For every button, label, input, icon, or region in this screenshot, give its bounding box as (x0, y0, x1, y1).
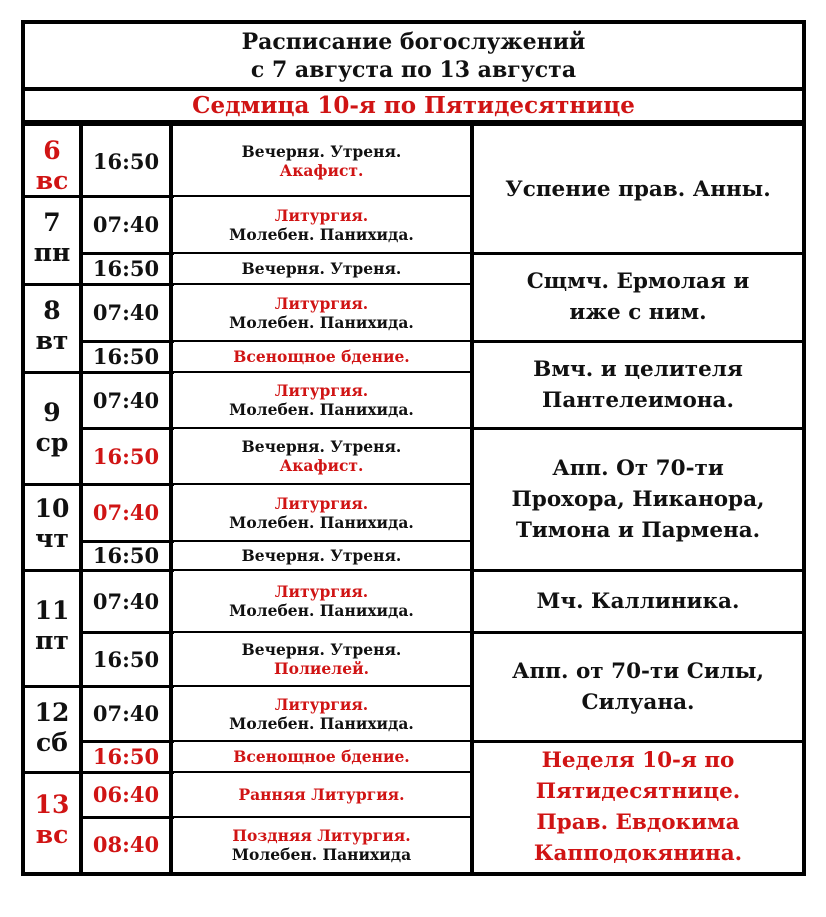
day-abbr: вс (35, 820, 69, 849)
service-line-1: Литургия. (274, 381, 369, 400)
service-time: 16:50 (92, 344, 160, 369)
day-label (25, 296, 79, 360)
service-description (173, 428, 470, 484)
title-line-2: с 7 августа по 13 августа (250, 56, 577, 83)
service-description (173, 484, 470, 541)
day-label (25, 208, 79, 272)
week-title: Седмица 10-я по Пятидесятнице (192, 92, 635, 119)
day-abbr: чт (35, 524, 69, 553)
feast-line: Апп. от 70-ти Силы, (512, 658, 764, 684)
service-time: 07:40 (92, 701, 160, 726)
service-line-1: Литургия. (274, 293, 369, 313)
day-divider (21, 371, 83, 374)
service-time: 07:40 (92, 387, 160, 413)
service-line-1: Литургия. (274, 493, 369, 513)
service-description (173, 253, 470, 284)
day-label (25, 790, 79, 854)
service-description (173, 284, 470, 341)
feast-line: Силуана. (581, 689, 695, 715)
day-number: 8 (43, 296, 61, 325)
day-number: 13 (34, 790, 70, 819)
service-line-1: Вечерня. Утреня. (241, 437, 402, 456)
day-abbr: вт (35, 326, 69, 355)
service-description (173, 772, 470, 817)
service-description (173, 570, 470, 632)
service-line-1: Всенощное бдение. (233, 747, 410, 766)
service-line-2: Акафист. (279, 161, 364, 180)
service-time: 16:50 (92, 148, 160, 174)
feast-line: Вмч. и целителя (533, 356, 743, 382)
service-line-1: Литургия. (274, 205, 369, 225)
title-line-1: Расписание богослужений (241, 28, 586, 55)
day-label (25, 398, 79, 462)
service-description (173, 817, 470, 872)
service-time: 16:50 (92, 646, 160, 672)
day-number: 7 (43, 208, 61, 237)
service-time: 07:40 (92, 212, 160, 237)
day-abbr: ср (35, 428, 69, 457)
day-divider (21, 685, 83, 688)
service-line-1: Вечерня. Утреня. (241, 259, 402, 278)
feast-name (474, 126, 802, 253)
feast-name (474, 570, 802, 632)
day-abbr: пн (33, 238, 71, 267)
service-line-2: Молебен. Панихида. (229, 400, 414, 419)
service-line-1: Ранняя Литургия. (238, 785, 405, 804)
service-line-2: Акафист. (279, 456, 364, 475)
day-label (25, 494, 79, 558)
service-line-2: Молебен. Панихида. (229, 224, 414, 244)
feast-line: Мч. Каллиника. (536, 588, 740, 614)
day-number: 10 (34, 494, 70, 523)
service-description (173, 686, 470, 741)
service-description (173, 741, 470, 772)
day-abbr: пт (35, 626, 69, 655)
day-divider (21, 483, 83, 486)
day-number: 11 (34, 596, 70, 625)
service-time: 07:40 (92, 500, 160, 525)
service-description (173, 632, 470, 686)
service-line-1: Вечерня. Утреня. (241, 142, 402, 161)
service-time: 06:40 (92, 782, 160, 807)
feast-name (474, 632, 802, 741)
feast-line: Тимона и Пармена. (515, 517, 761, 543)
day-label (25, 596, 79, 660)
day-abbr: сб (36, 728, 68, 757)
day-number: 12 (34, 698, 70, 727)
service-description (173, 126, 470, 196)
service-time: 07:40 (92, 588, 160, 614)
day-label (25, 698, 79, 762)
feast-name (474, 741, 802, 872)
day-divider (21, 283, 83, 286)
service-time: 16:50 (92, 443, 160, 469)
feast-line: Успение прав. Анны. (505, 177, 771, 202)
day-label (25, 136, 79, 200)
feast-line: Прохора, Никанора, (511, 486, 765, 512)
feast-line: Сщмч. Ермолая и (526, 269, 750, 294)
service-time: 07:40 (92, 300, 160, 325)
service-time: 08:40 (92, 832, 160, 857)
feast-line: Пятидесятнице. (535, 778, 741, 804)
service-line-1: Литургия. (274, 582, 369, 601)
feast-line: Прав. Евдокима (536, 809, 740, 835)
service-line-1: Всенощное бдение. (233, 347, 410, 366)
service-line-1: Вечерня. Утреня. (241, 640, 402, 659)
service-description (173, 196, 470, 253)
frame-bottom (21, 872, 806, 876)
service-time: 16:50 (92, 744, 160, 769)
service-line-2: Полиелей. (274, 659, 369, 678)
service-line-2: Молебен. Панихида. (229, 713, 414, 733)
feast-name (474, 341, 802, 428)
feast-line: Апп. От 70-ти (552, 455, 724, 481)
feast-line: Неделя 10-я по (541, 747, 735, 773)
service-time: 16:50 (92, 256, 160, 281)
service-line-2: Молебен. Панихида. (229, 601, 414, 620)
service-line-1: Поздняя Литургия. (232, 825, 411, 845)
service-line-1: Вечерня. Утреня. (241, 546, 402, 565)
feast-line: Пантелеимона. (542, 387, 734, 413)
service-line-2: Молебен. Панихида. (229, 512, 414, 532)
service-line-2: Молебен. Панихида. (229, 312, 414, 332)
service-description (173, 372, 470, 428)
service-description (173, 341, 470, 372)
day-divider (21, 771, 83, 774)
feast-line: Капподокянина. (533, 840, 743, 866)
feast-name (474, 428, 802, 570)
service-line-2: Молебен. Панихида (231, 844, 412, 864)
frame-right (802, 20, 806, 876)
schedule-title (25, 24, 802, 87)
day-number: 9 (43, 398, 61, 427)
feast-name (474, 253, 802, 341)
service-line-1: Литургия. (274, 694, 369, 714)
day-number: 6 (43, 136, 61, 165)
service-time: 16:50 (92, 543, 160, 568)
day-divider (21, 569, 83, 572)
feast-line: иже с ним. (569, 300, 707, 325)
service-description (173, 541, 470, 570)
day-abbr: вс (35, 166, 69, 195)
